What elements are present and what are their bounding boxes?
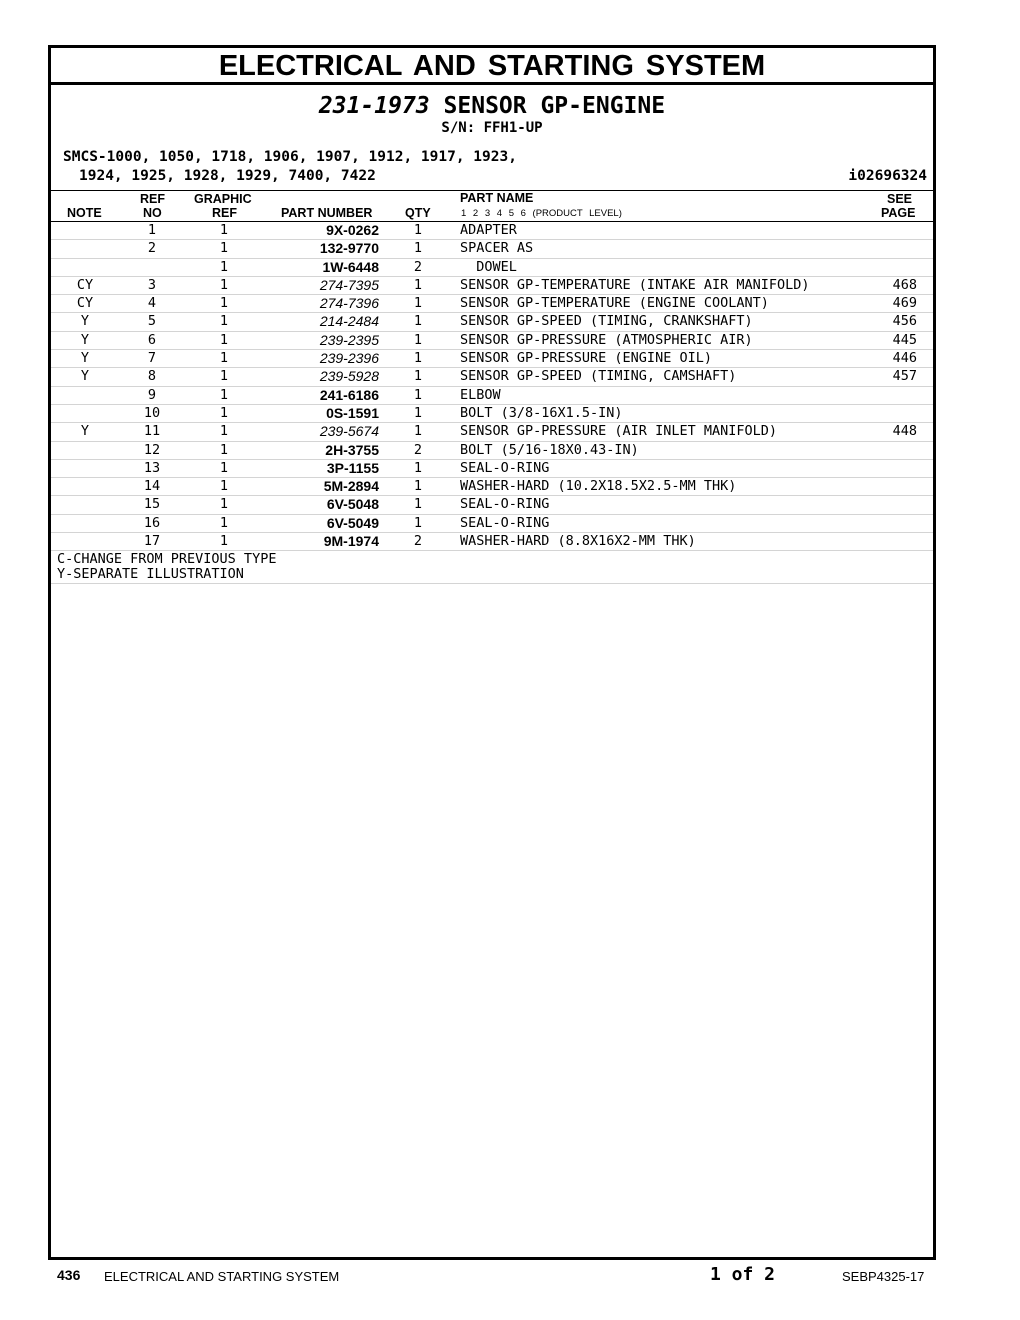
part-name-cell: DOWEL <box>460 258 517 275</box>
part-number-cell: 274-7395 <box>319 276 379 293</box>
graphic-ref-cell: 1 <box>219 295 229 312</box>
part-number-cell: 274-7396 <box>319 295 379 312</box>
table-row <box>51 515 933 533</box>
table-row <box>51 277 933 295</box>
col-see-bottom: PAGE <box>881 206 916 220</box>
ref-no-cell: 6 <box>147 331 157 348</box>
serial-range: S/N: FFH1-UP <box>441 120 543 136</box>
graphic-ref-cell: 1 <box>219 350 229 367</box>
ref-no-cell: 15 <box>143 496 161 513</box>
part-name-cell: SEAL-O-RING <box>460 514 550 531</box>
graphic-ref-cell: 1 <box>219 423 229 440</box>
qty-cell: 2 <box>413 258 423 275</box>
qty-cell: 2 <box>413 441 423 458</box>
see-page-cell: 469 <box>892 295 917 312</box>
table-row <box>51 313 933 331</box>
part-name-cell: SENSOR GP-PRESSURE (ATMOSPHERIC AIR) <box>460 331 753 348</box>
graphic-ref-cell: 1 <box>219 404 229 421</box>
page-footer <box>0 1264 1020 1288</box>
qty-cell: 1 <box>413 496 423 513</box>
part-name-cell: SENSOR GP-PRESSURE (ENGINE OIL) <box>460 350 712 367</box>
part-number-cell: 241-6186 <box>319 386 379 403</box>
smcs-codes <box>51 148 933 188</box>
table-row <box>51 423 933 441</box>
note-cell: Y <box>80 423 90 440</box>
part-name-cell: SENSOR GP-SPEED (TIMING, CRANKSHAFT) <box>460 313 753 330</box>
part-number-cell: 0S-1591 <box>326 404 379 421</box>
qty-cell: 1 <box>413 276 423 293</box>
note-cell: Y <box>80 331 90 348</box>
smcs-line-2: 1924, 1925, 1928, 1929, 7400, 7422 <box>79 168 376 184</box>
qty-cell: 2 <box>413 533 423 550</box>
smcs-line-1: SMCS-1000, 1050, 1718, 1906, 1907, 1912, 1917, 1923, <box>63 149 517 165</box>
parts-list <box>51 222 933 551</box>
part-number-cell: 239-5928 <box>319 368 379 385</box>
qty-cell: 1 <box>413 514 423 531</box>
ref-no-cell: 13 <box>143 459 161 476</box>
graphic-ref-cell: 1 <box>219 331 229 348</box>
col-qty: QTY <box>405 206 431 220</box>
part-name-cell: BOLT (3/8-16X1.5-IN) <box>460 404 623 421</box>
col-graphic-bottom: REF <box>212 206 237 220</box>
table-row <box>51 332 933 350</box>
group-part-number: 231-1973 <box>318 93 430 119</box>
graphic-ref-cell: 1 <box>219 240 229 257</box>
part-number-cell: 239-5674 <box>319 423 379 440</box>
part-name-cell: ADAPTER <box>460 222 517 238</box>
table-row <box>51 533 933 551</box>
graphic-ref-cell: 1 <box>219 459 229 476</box>
col-part-name: PART NAME <box>460 191 534 205</box>
part-name-cell: BOLT (5/16-18X0.43-IN) <box>460 441 639 458</box>
graphic-ref-cell: 1 <box>219 514 229 531</box>
note-cell: Y <box>80 368 90 385</box>
ref-no-cell: 14 <box>143 478 161 495</box>
qty-cell: 1 <box>413 423 423 440</box>
ref-no-cell: 1 <box>147 222 157 238</box>
part-number-cell: 9X-0262 <box>326 222 379 238</box>
table-row <box>51 460 933 478</box>
part-number-cell: 6V-5048 <box>326 496 379 513</box>
part-number-cell: 132-9770 <box>319 240 379 257</box>
table-row <box>51 405 933 423</box>
group-title <box>51 92 933 120</box>
part-name-cell: SENSOR GP-SPEED (TIMING, CAMSHAFT) <box>460 368 737 385</box>
legend-note: C-CHANGE FROM PREVIOUS TYPE <box>57 551 277 568</box>
see-page-cell: 446 <box>892 350 917 367</box>
table-row <box>51 295 933 313</box>
part-name-cell: WASHER-HARD (10.2X18.5X2.5-MM THK) <box>460 478 737 495</box>
qty-cell: 1 <box>413 295 423 312</box>
footer-page-of: 1 of 2 <box>710 1264 776 1285</box>
legend-notes <box>51 551 933 584</box>
note-cell: Y <box>80 313 90 330</box>
see-page-cell: 457 <box>892 368 917 385</box>
table-row <box>51 240 933 258</box>
part-name-cell: ELBOW <box>460 386 501 403</box>
ref-no-cell: 9 <box>147 386 157 403</box>
graphic-ref-cell: 1 <box>219 533 229 550</box>
system-title: ELECTRICAL AND STARTING SYSTEM <box>51 48 933 85</box>
col-ref-bottom: NO <box>143 206 162 220</box>
ref-no-cell: 17 <box>143 533 161 550</box>
part-number-cell: 214-2484 <box>319 313 379 330</box>
table-row <box>51 478 933 496</box>
ref-no-cell: 12 <box>143 441 161 458</box>
col-ref-top: REF <box>140 192 165 206</box>
see-page-cell: 448 <box>892 423 917 440</box>
group-name: SENSOR GP-ENGINE <box>443 93 666 119</box>
table-row <box>51 350 933 368</box>
column-headers <box>51 191 933 222</box>
part-number-cell: 5M-2894 <box>323 478 379 495</box>
qty-cell: 1 <box>413 350 423 367</box>
note-cell: CY <box>76 276 94 293</box>
parts-page-frame <box>48 45 936 1260</box>
note-cell: Y <box>80 350 90 367</box>
ref-no-cell: 3 <box>147 276 157 293</box>
table-row <box>51 368 933 386</box>
qty-cell: 1 <box>413 478 423 495</box>
ref-no-cell: 11 <box>143 423 161 440</box>
graphic-ref-cell: 1 <box>219 313 229 330</box>
graphic-ref-cell: 1 <box>219 496 229 513</box>
col-part-number: PART NUMBER <box>281 206 373 220</box>
graphic-ref-cell: 1 <box>219 276 229 293</box>
illustration-id: i02696324 <box>848 168 927 184</box>
part-name-cell: SPACER AS <box>460 240 534 257</box>
table-row <box>51 222 933 240</box>
qty-cell: 1 <box>413 240 423 257</box>
footer-system: ELECTRICAL AND STARTING SYSTEM <box>104 1269 340 1284</box>
qty-cell: 1 <box>413 368 423 385</box>
see-page-cell: 445 <box>892 331 917 348</box>
part-name-cell: SENSOR GP-TEMPERATURE (INTAKE AIR MANIFOLD) <box>460 276 810 293</box>
footer-page-number: 436 <box>57 1267 81 1283</box>
part-number-cell: 3P-1155 <box>326 459 379 476</box>
table-row <box>51 496 933 514</box>
part-number-cell: 9M-1974 <box>323 533 379 550</box>
table-row <box>51 442 933 460</box>
ref-no-cell: 4 <box>147 295 157 312</box>
part-name-cell: SEAL-O-RING <box>460 496 550 513</box>
table-row <box>51 259 933 277</box>
part-number-cell: 6V-5049 <box>326 514 379 531</box>
graphic-ref-cell: 1 <box>219 478 229 495</box>
table-row <box>51 387 933 405</box>
col-graphic-top: GRAPHIC <box>194 192 252 206</box>
col-note: NOTE <box>67 206 102 220</box>
part-name-cell: SENSOR GP-TEMPERATURE (ENGINE COOLANT) <box>460 295 769 312</box>
see-page-cell: 468 <box>892 276 917 293</box>
qty-cell: 1 <box>413 404 423 421</box>
graphic-ref-cell: 1 <box>219 222 229 238</box>
part-number-cell: 239-2396 <box>319 350 379 367</box>
ref-no-cell: 16 <box>143 514 161 531</box>
part-name-cell: SENSOR GP-PRESSURE (AIR INLET MANIFOLD) <box>460 423 777 440</box>
qty-cell: 1 <box>413 459 423 476</box>
graphic-ref-cell: 1 <box>219 386 229 403</box>
legend-note: Y-SEPARATE ILLUSTRATION <box>57 566 244 583</box>
graphic-ref-cell: 1 <box>219 441 229 458</box>
col-see-top: SEE <box>887 192 913 206</box>
part-number-cell: 2H-3755 <box>325 441 379 458</box>
ref-no-cell: 10 <box>143 404 161 421</box>
part-name-cell: WASHER-HARD (8.8X16X2-MM THK) <box>460 533 696 550</box>
part-number-cell: 1W-6448 <box>322 258 379 275</box>
qty-cell: 1 <box>413 222 423 238</box>
part-name-cell: SEAL-O-RING <box>460 459 550 476</box>
graphic-ref-cell: 1 <box>219 368 229 385</box>
ref-no-cell: 8 <box>147 368 157 385</box>
see-page-cell: 456 <box>892 313 917 330</box>
ref-no-cell: 5 <box>147 313 157 330</box>
qty-cell: 1 <box>413 331 423 348</box>
note-cell: CY <box>76 295 94 312</box>
qty-cell: 1 <box>413 386 423 403</box>
ref-no-cell: 2 <box>147 240 157 257</box>
col-product-levels: 1 2 3 4 5 6 (PRODUCT LEVEL) <box>461 208 622 219</box>
ref-no-cell: 7 <box>147 350 157 367</box>
qty-cell: 1 <box>413 313 423 330</box>
footer-doc-id: SEBP4325-17 <box>842 1269 925 1284</box>
part-number-cell: 239-2395 <box>319 331 379 348</box>
graphic-ref-cell: 1 <box>219 258 229 275</box>
